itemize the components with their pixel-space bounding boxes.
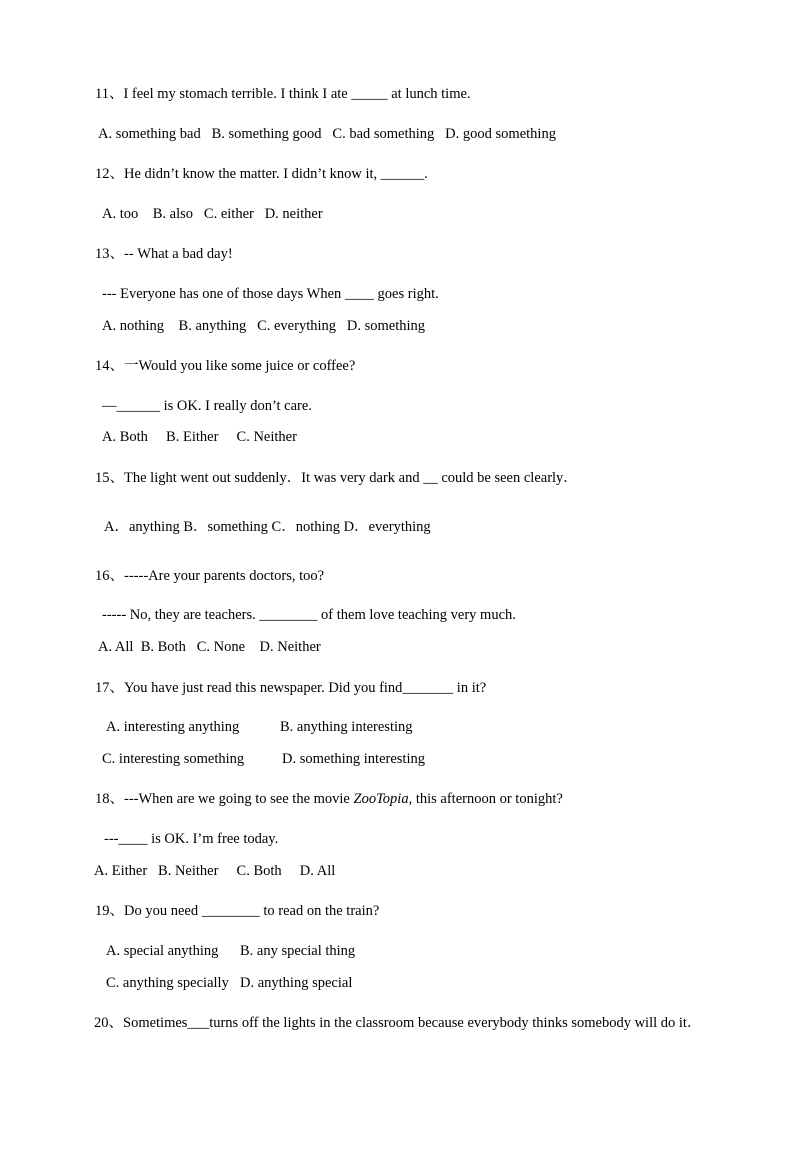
question-15-options: A．anything B．something C．nothing D．everything xyxy=(104,519,431,535)
question-18-stem-end: , this afternoon or tonight? xyxy=(408,791,563,807)
question-12-options: A. too B. also C. either D. neither xyxy=(102,206,323,222)
question-15-stem: 15、The light went out suddenly．It was very dark and __ could be seen clearly． xyxy=(95,470,578,486)
question-18-reply: ---____ is OK. I’m free today. xyxy=(104,831,279,847)
question-16-options: A. All B. Both C. None D. Neither xyxy=(98,639,321,655)
question-19-option-a: A. special anything xyxy=(106,943,219,959)
question-12-stem: 12、He didn’t know the matter. I didn’t know it, ______. xyxy=(95,166,428,182)
question-18-options: A. Either B. Neither C. Both D. All xyxy=(94,863,336,879)
question-19-option-d: D. anything special xyxy=(240,975,353,991)
question-18-stem-start: 18、---When are we going to see the movie xyxy=(95,791,354,807)
question-16-reply: ----- No, they are teachers. ________ of them love teaching very much. xyxy=(102,607,516,623)
question-14-reply: —______ is OK. I really don’t care. xyxy=(102,398,312,414)
question-17-stem: 17、You have just read this newspaper. Did you find_______ in it? xyxy=(95,680,487,696)
question-11-options: A. something bad B. something good C. bad something D. good something xyxy=(98,126,556,142)
question-19-option-b: B. any special thing xyxy=(240,943,356,959)
question-20-stem: 20、Sometimes___turns off the lights in the classroom because everybody thinks somebody will do it． xyxy=(94,1015,702,1031)
question-17-option-d: D. something interesting xyxy=(282,751,425,767)
question-13-options: A. nothing B. anything C. everything D. something xyxy=(102,318,426,334)
question-13-reply: --- Everyone has one of those days When ____ goes right. xyxy=(102,286,439,302)
question-17-option-c: C. interesting something xyxy=(102,751,245,767)
question-18-stem xyxy=(95,790,563,808)
question-17-option-a: A. interesting anything xyxy=(106,719,240,735)
question-14-stem: 14、一Would you like some juice or coffee? xyxy=(95,358,356,374)
question-19-stem: 19、Do you need ________ to read on the train? xyxy=(95,903,380,919)
question-14-options: A. Both B. Either C. Neither xyxy=(102,429,297,445)
question-16-stem: 16、-----Are your parents doctors, too? xyxy=(95,568,325,584)
question-11-stem: 11、I feel my stomach terrible. I think I ate _____ at lunch time. xyxy=(95,86,471,102)
question-17-option-b: B. anything interesting xyxy=(280,719,413,735)
question-19-option-c: C. anything specially xyxy=(106,975,229,991)
movie-title: ZooTopia xyxy=(353,791,409,807)
question-13-stem: 13、-- What a bad day! xyxy=(95,246,233,262)
